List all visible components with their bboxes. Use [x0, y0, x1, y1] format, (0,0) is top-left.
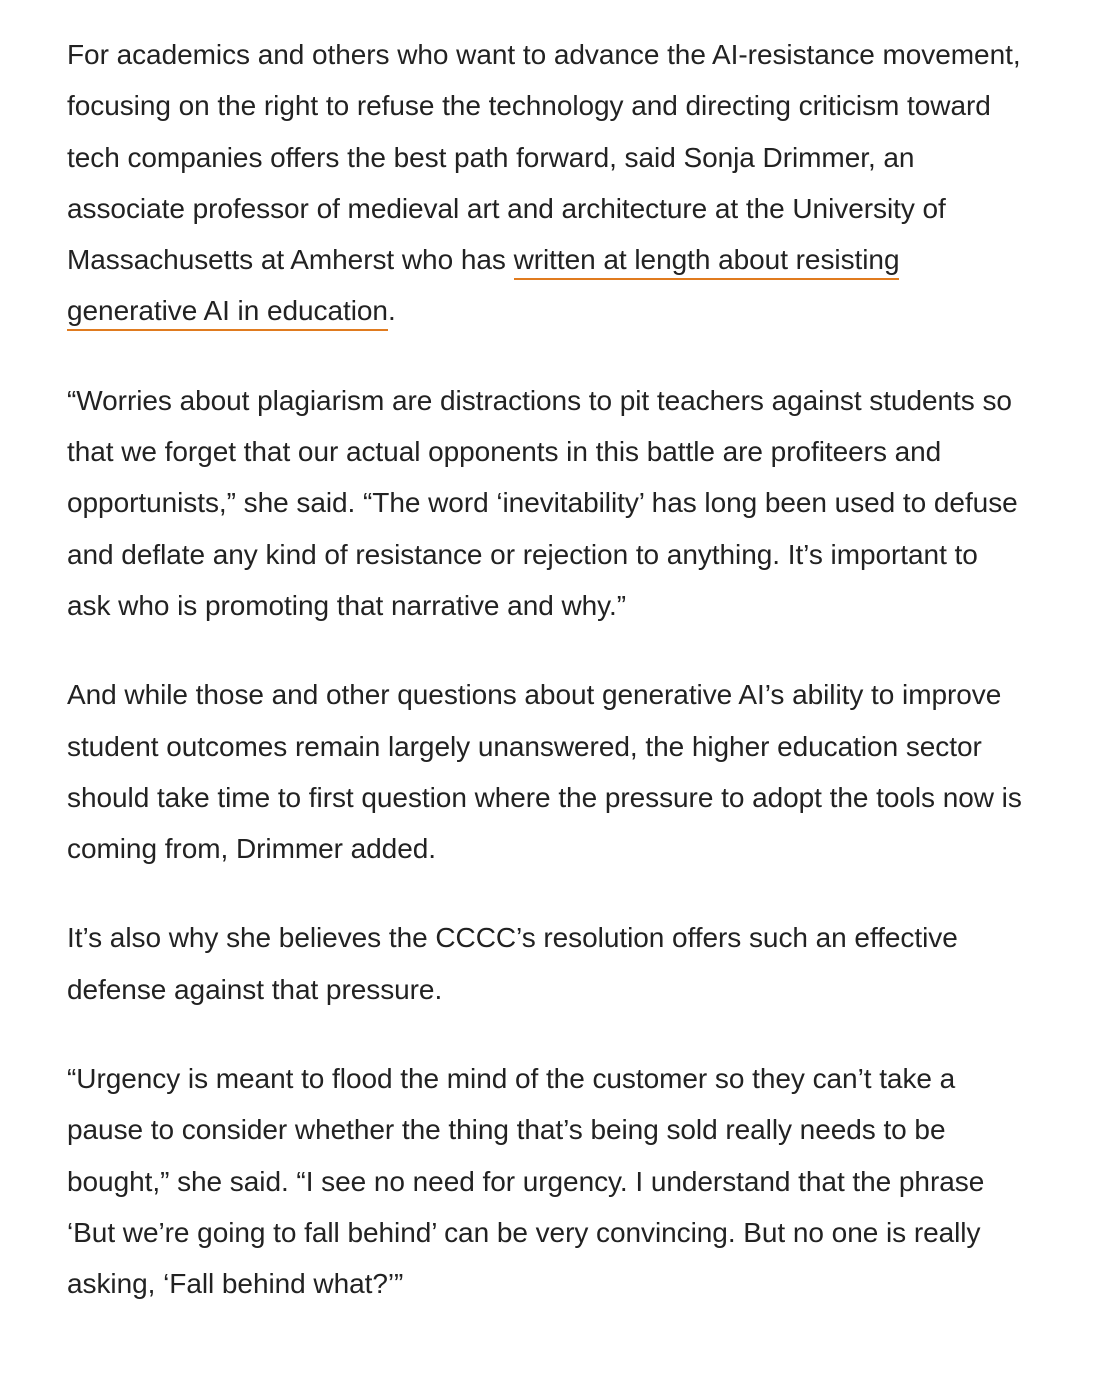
paragraph-4: It’s also why she believes the CCCC’s resolution offers such an effective defense against that pressure. [67, 922, 958, 1005]
paragraph-3: And while those and other questions about generative AI’s ability to improve student outcomes remain largely unanswered, the higher education sector should take time to first question where the pressure to adopt the tools now is coming from, Drimmer added. [67, 679, 1022, 865]
article-link-resisting-ai[interactable]: written at length about resisting generative AI in education [67, 244, 899, 331]
paragraph-2: “Worries about plagiarism are distractions to pit teachers against students so that we forget that our actual opponents in this battle are profiteers and opportunists,” she said. “The word ‘inevitability’ has long been used to defuse and deflate any kind of resistance or rejection to anything. It’s important to ask who is promoting that narrative and why.” [67, 384, 1018, 621]
paragraph-1-text: For academics and others who want to advance the AI-resistance movement, focusing on the right to refuse the technology and directing criticism toward tech companies offers the best path forward, said Sonja Drimmer, an associate professor of medieval art and architecture at the University of Massachusetts at Amherst who has [67, 39, 1021, 276]
paragraph-5: “Urgency is meant to flood the mind of the customer so they can’t take a pause to consider whether the thing that’s being sold really needs to be bought,” she said. “I see no need for urgency. I understand that the phrase ‘But we’re going to fall behind’ can be very convincing. But no one is really asking, ‘Fall behind what?’” [67, 1063, 985, 1300]
paragraph-1 [67, 29, 1027, 337]
article-body [67, 29, 1027, 1310]
paragraph-1-period: . [387, 295, 396, 327]
